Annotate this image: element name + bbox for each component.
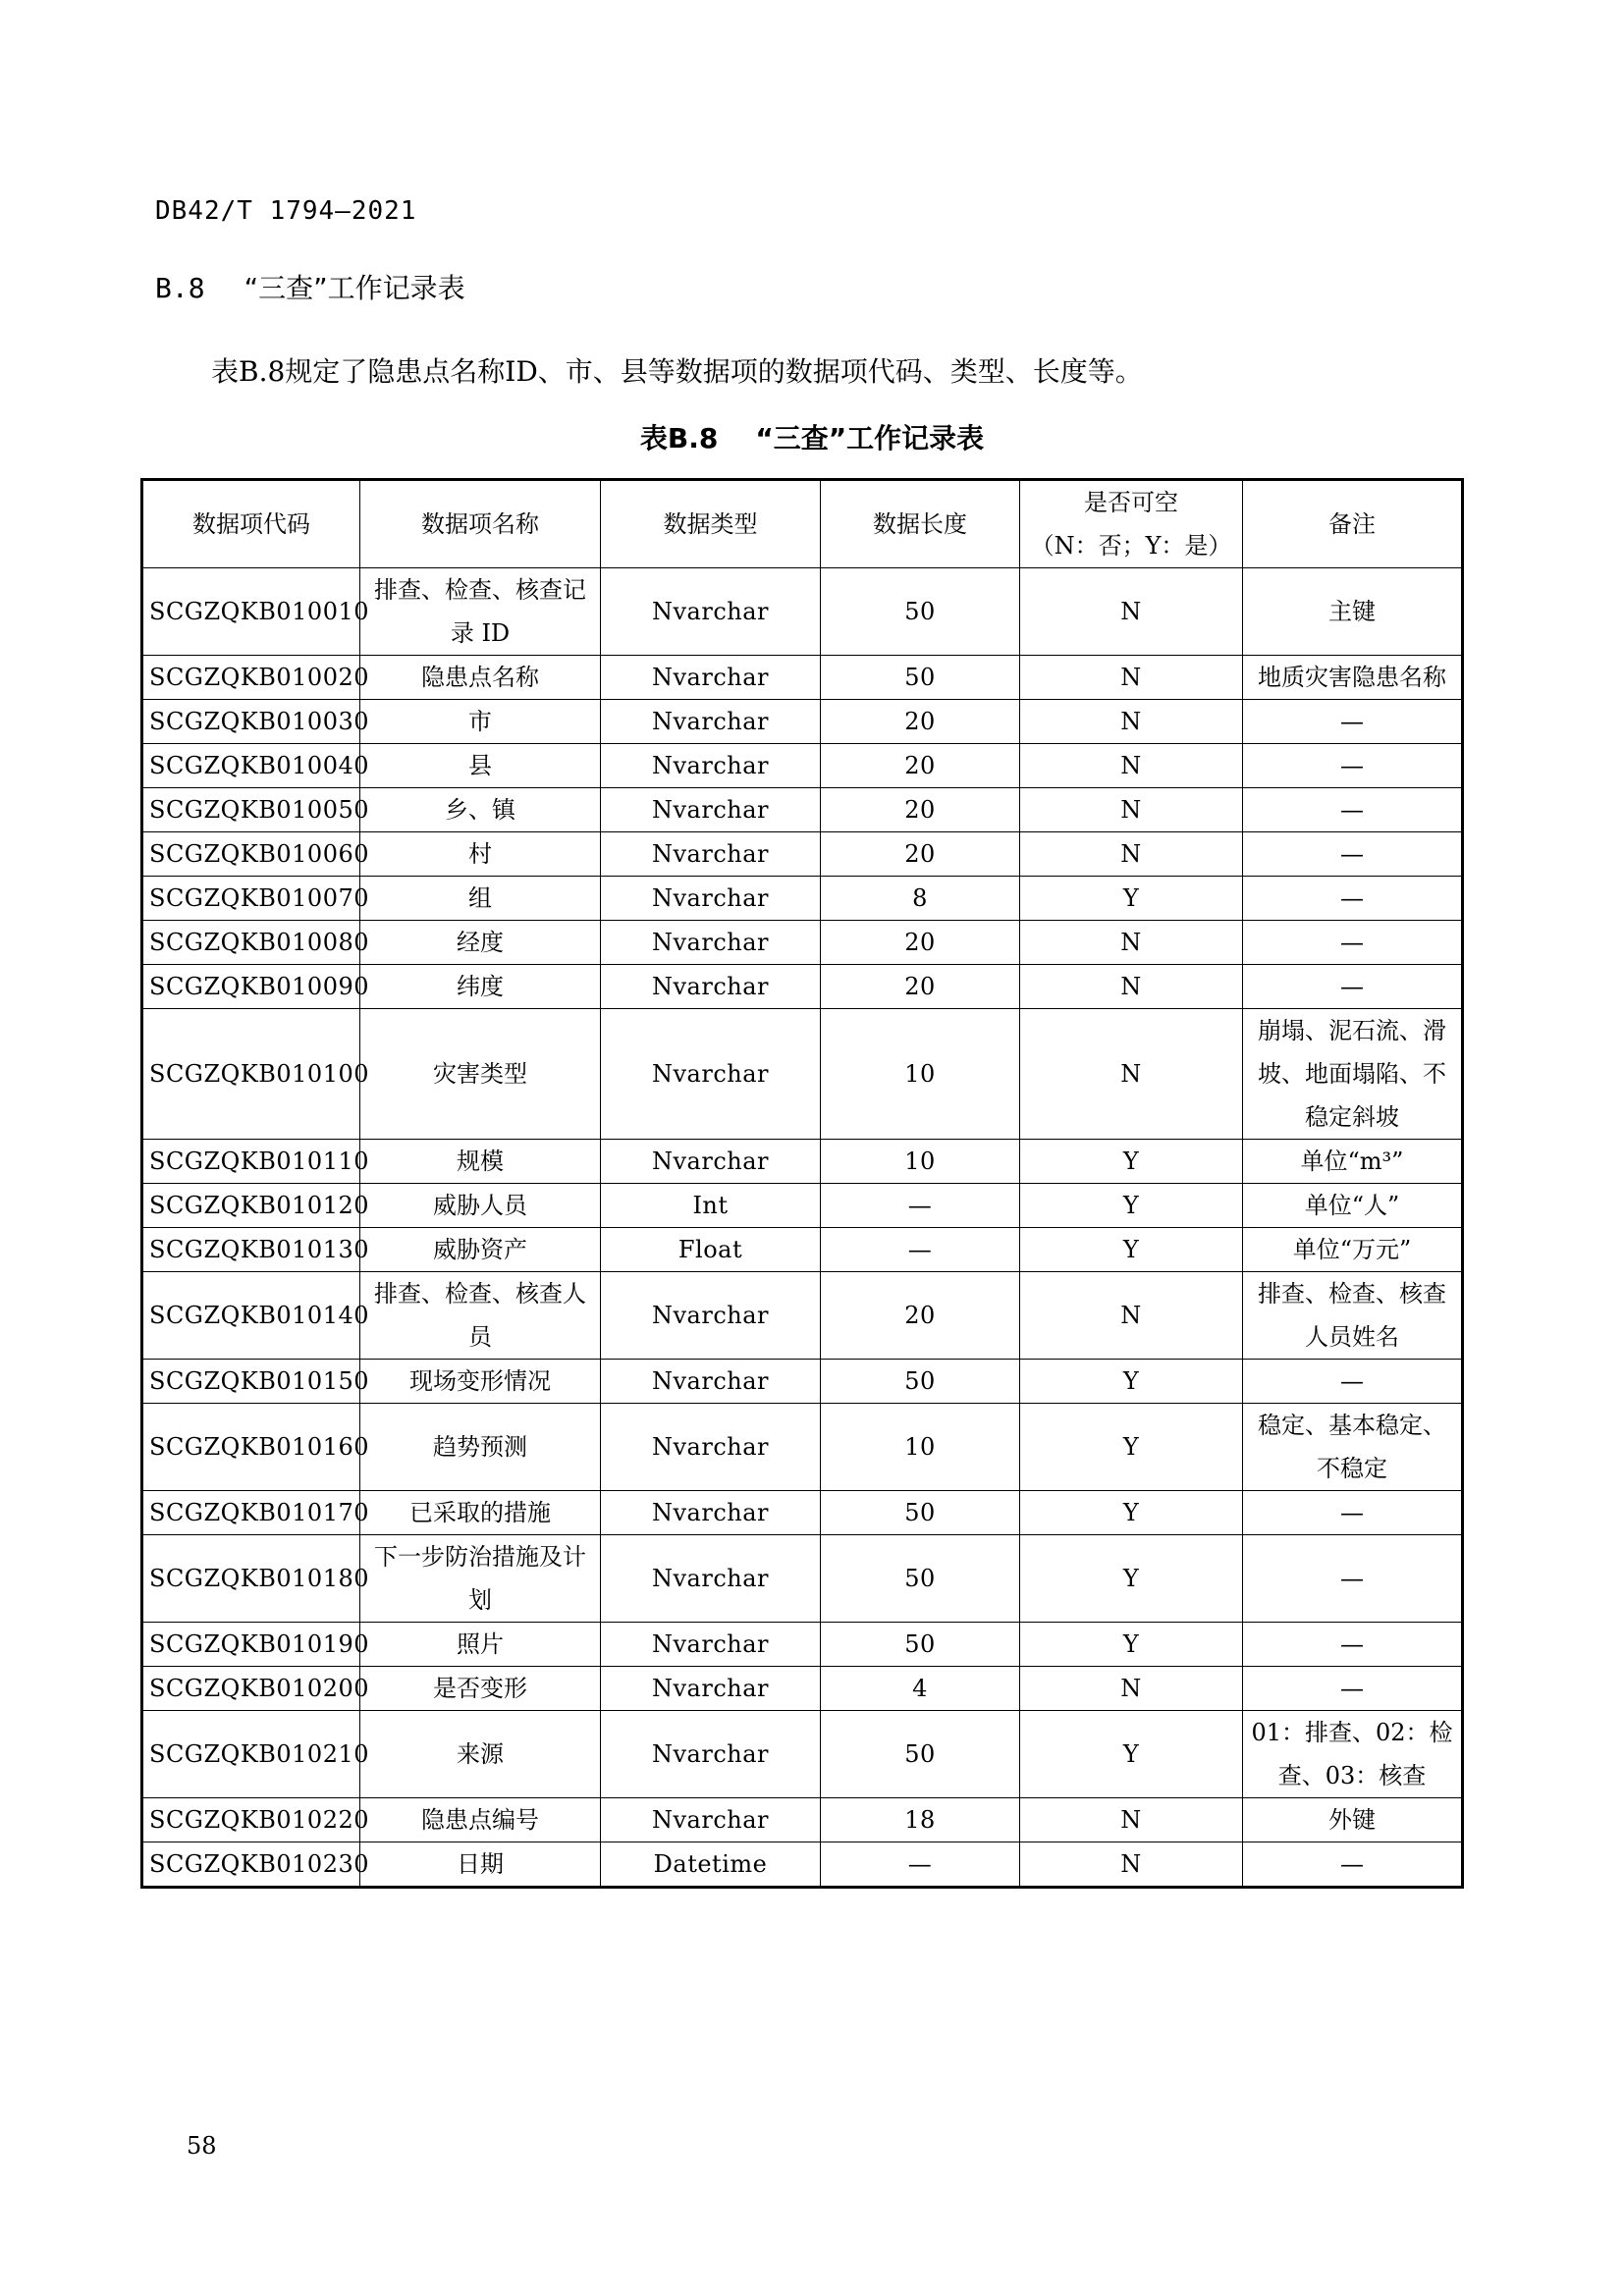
cell-nullable: N — [1020, 656, 1243, 700]
cell-length: 20 — [821, 700, 1020, 744]
cell-length: 20 — [821, 1272, 1020, 1360]
document-code: DB42/T 1794—2021 — [155, 196, 417, 226]
table-body — [142, 568, 1463, 1888]
cell-note: 01：排查、02：检查、03：核查 — [1243, 1711, 1463, 1798]
cell-name: 排查、检查、核查人员 — [360, 1272, 601, 1360]
cell-name: 隐患点名称 — [360, 656, 601, 700]
table-row — [142, 1711, 1463, 1798]
col-header-nullable — [1020, 480, 1243, 568]
cell-nullable: N — [1020, 921, 1243, 965]
table-row — [142, 788, 1463, 832]
cell-nullable: N — [1020, 700, 1243, 744]
cell-name: 日期 — [360, 1842, 601, 1888]
cell-nullable: Y — [1020, 1491, 1243, 1535]
cell-code: SCGZQKB010050 — [142, 788, 360, 832]
cell-type: Nvarchar — [601, 1140, 821, 1184]
cell-nullable: N — [1020, 1009, 1243, 1140]
cell-name: 是否变形 — [360, 1667, 601, 1711]
table-row — [142, 1140, 1463, 1184]
cell-name: 照片 — [360, 1623, 601, 1667]
cell-nullable: N — [1020, 1842, 1243, 1888]
cell-type: Datetime — [601, 1842, 821, 1888]
cell-note: 崩塌、泥石流、滑坡、地面塌陷、不稳定斜坡 — [1243, 1009, 1463, 1140]
cell-type: Nvarchar — [601, 1711, 821, 1798]
cell-name: 灾害类型 — [360, 1009, 601, 1140]
cell-name: 已采取的措施 — [360, 1491, 601, 1535]
cell-note: — — [1243, 788, 1463, 832]
cell-code: SCGZQKB010210 — [142, 1711, 360, 1798]
cell-code: SCGZQKB010120 — [142, 1184, 360, 1228]
cell-code: SCGZQKB010100 — [142, 1009, 360, 1140]
cell-length: 4 — [821, 1667, 1020, 1711]
cell-nullable: Y — [1020, 1623, 1243, 1667]
table-row — [142, 744, 1463, 788]
cell-code: SCGZQKB010090 — [142, 965, 360, 1009]
col-header-length: 数据长度 — [821, 480, 1020, 568]
cell-length: 10 — [821, 1009, 1020, 1140]
section-title: “三查”工作记录表 — [244, 272, 465, 304]
cell-code: SCGZQKB010030 — [142, 700, 360, 744]
cell-code: SCGZQKB010060 — [142, 832, 360, 877]
cell-nullable: N — [1020, 744, 1243, 788]
cell-type: Nvarchar — [601, 1404, 821, 1491]
cell-nullable: Y — [1020, 1184, 1243, 1228]
cell-length: — — [821, 1228, 1020, 1272]
cell-length: 50 — [821, 1711, 1020, 1798]
cell-note: 单位“m³” — [1243, 1140, 1463, 1184]
cell-note: — — [1243, 744, 1463, 788]
cell-note: — — [1243, 965, 1463, 1009]
cell-type: Nvarchar — [601, 877, 821, 921]
cell-code: SCGZQKB010150 — [142, 1360, 360, 1404]
cell-code: SCGZQKB010200 — [142, 1667, 360, 1711]
cell-code: SCGZQKB010020 — [142, 656, 360, 700]
cell-nullable: N — [1020, 832, 1243, 877]
cell-note: — — [1243, 1535, 1463, 1623]
cell-name: 村 — [360, 832, 601, 877]
cell-name: 来源 — [360, 1711, 601, 1798]
cell-note: — — [1243, 1360, 1463, 1404]
cell-note: 主键 — [1243, 568, 1463, 656]
cell-name: 市 — [360, 700, 601, 744]
cell-note: — — [1243, 1623, 1463, 1667]
cell-nullable: N — [1020, 965, 1243, 1009]
cell-code: SCGZQKB010130 — [142, 1228, 360, 1272]
cell-note: — — [1243, 832, 1463, 877]
table-row — [142, 877, 1463, 921]
cell-length: 50 — [821, 1535, 1020, 1623]
cell-code: SCGZQKB010070 — [142, 877, 360, 921]
section-number: B.8 — [155, 272, 205, 304]
table-row — [142, 1491, 1463, 1535]
cell-length: 50 — [821, 1623, 1020, 1667]
cell-note: 地质灾害隐患名称 — [1243, 656, 1463, 700]
cell-type: Nvarchar — [601, 744, 821, 788]
table-header-row — [142, 480, 1463, 568]
cell-nullable: Y — [1020, 1228, 1243, 1272]
cell-type: Nvarchar — [601, 965, 821, 1009]
cell-nullable: Y — [1020, 1140, 1243, 1184]
col-header-name: 数据项名称 — [360, 480, 601, 568]
table-row — [142, 1535, 1463, 1623]
cell-name: 县 — [360, 744, 601, 788]
table-caption-title: “三查”工作记录表 — [755, 422, 985, 454]
cell-type: Nvarchar — [601, 1535, 821, 1623]
cell-length: 20 — [821, 788, 1020, 832]
table-row — [142, 921, 1463, 965]
cell-name: 下一步防治措施及计划 — [360, 1535, 601, 1623]
cell-note: 单位“万元” — [1243, 1228, 1463, 1272]
cell-length: 18 — [821, 1798, 1020, 1842]
cell-note: — — [1243, 877, 1463, 921]
cell-name: 乡、镇 — [360, 788, 601, 832]
cell-length: — — [821, 1842, 1020, 1888]
cell-type: Nvarchar — [601, 1491, 821, 1535]
cell-type: Nvarchar — [601, 788, 821, 832]
table-row — [142, 1228, 1463, 1272]
table-row — [142, 656, 1463, 700]
cell-code: SCGZQKB010080 — [142, 921, 360, 965]
cell-type: Nvarchar — [601, 656, 821, 700]
cell-nullable: N — [1020, 788, 1243, 832]
cell-type: Nvarchar — [601, 921, 821, 965]
cell-code: SCGZQKB010010 — [142, 568, 360, 656]
table-row — [142, 965, 1463, 1009]
cell-type: Nvarchar — [601, 832, 821, 877]
cell-code: SCGZQKB010230 — [142, 1842, 360, 1888]
cell-type: Nvarchar — [601, 1667, 821, 1711]
col-header-note: 备注 — [1243, 480, 1463, 568]
cell-name: 隐患点编号 — [360, 1798, 601, 1842]
table-row — [142, 1184, 1463, 1228]
cell-name: 趋势预测 — [360, 1404, 601, 1491]
table-row — [142, 1623, 1463, 1667]
cell-length: 50 — [821, 568, 1020, 656]
cell-code: SCGZQKB010220 — [142, 1798, 360, 1842]
cell-type: Int — [601, 1184, 821, 1228]
cell-note: — — [1243, 1667, 1463, 1711]
table-row — [142, 1272, 1463, 1360]
cell-nullable: Y — [1020, 1360, 1243, 1404]
cell-code: SCGZQKB010180 — [142, 1535, 360, 1623]
cell-nullable: N — [1020, 568, 1243, 656]
table-caption — [0, 417, 1624, 456]
cell-code: SCGZQKB010140 — [142, 1272, 360, 1360]
cell-nullable: N — [1020, 1798, 1243, 1842]
cell-code: SCGZQKB010160 — [142, 1404, 360, 1491]
intro-paragraph: 表B.8规定了隐患点名称ID、市、县等数据项的数据项代码、类型、长度等。 — [211, 355, 1143, 388]
cell-nullable: Y — [1020, 877, 1243, 921]
cell-name: 现场变形情况 — [360, 1360, 601, 1404]
table-row — [142, 1667, 1463, 1711]
cell-length: 10 — [821, 1404, 1020, 1491]
cell-length: — — [821, 1184, 1020, 1228]
cell-name: 规模 — [360, 1140, 601, 1184]
cell-nullable: N — [1020, 1667, 1243, 1711]
cell-length: 50 — [821, 656, 1020, 700]
table-row — [142, 568, 1463, 656]
cell-nullable: Y — [1020, 1404, 1243, 1491]
cell-code: SCGZQKB010040 — [142, 744, 360, 788]
cell-note: — — [1243, 921, 1463, 965]
cell-name: 组 — [360, 877, 601, 921]
cell-length: 50 — [821, 1491, 1020, 1535]
cell-type: Float — [601, 1228, 821, 1272]
cell-nullable: Y — [1020, 1711, 1243, 1798]
cell-name: 经度 — [360, 921, 601, 965]
cell-code: SCGZQKB010110 — [142, 1140, 360, 1184]
table-row — [142, 1360, 1463, 1404]
cell-type: Nvarchar — [601, 1272, 821, 1360]
page-number: 58 — [187, 2132, 217, 2160]
cell-type: Nvarchar — [601, 568, 821, 656]
cell-length: 10 — [821, 1140, 1020, 1184]
table-row — [142, 832, 1463, 877]
section-heading — [155, 267, 465, 306]
cell-length: 20 — [821, 832, 1020, 877]
data-spec-table — [140, 478, 1464, 1889]
cell-note: — — [1243, 700, 1463, 744]
col-header-nullable-line1: 是否可空 — [1084, 489, 1178, 516]
col-header-code: 数据项代码 — [142, 480, 360, 568]
table-row — [142, 1009, 1463, 1140]
cell-name: 排查、检查、核查记录 ID — [360, 568, 601, 656]
table-row — [142, 1798, 1463, 1842]
cell-note: 外键 — [1243, 1798, 1463, 1842]
table-caption-number: 表B.8 — [639, 422, 719, 454]
cell-code: SCGZQKB010190 — [142, 1623, 360, 1667]
cell-name: 纬度 — [360, 965, 601, 1009]
cell-length: 20 — [821, 965, 1020, 1009]
cell-code: SCGZQKB010170 — [142, 1491, 360, 1535]
cell-length: 50 — [821, 1360, 1020, 1404]
cell-note: 稳定、基本稳定、不稳定 — [1243, 1404, 1463, 1491]
cell-note: 单位“人” — [1243, 1184, 1463, 1228]
cell-length: 8 — [821, 877, 1020, 921]
cell-type: Nvarchar — [601, 1009, 821, 1140]
cell-type: Nvarchar — [601, 1798, 821, 1842]
cell-name: 威胁人员 — [360, 1184, 601, 1228]
table-row — [142, 700, 1463, 744]
cell-type: Nvarchar — [601, 1623, 821, 1667]
cell-type: Nvarchar — [601, 1360, 821, 1404]
cell-nullable: Y — [1020, 1535, 1243, 1623]
cell-note: 排查、检查、核查人员姓名 — [1243, 1272, 1463, 1360]
cell-note: — — [1243, 1842, 1463, 1888]
cell-nullable: N — [1020, 1272, 1243, 1360]
cell-note: — — [1243, 1491, 1463, 1535]
table-row — [142, 1842, 1463, 1888]
cell-name: 威胁资产 — [360, 1228, 601, 1272]
col-header-nullable-line2: （N：否；Y：是） — [1030, 532, 1232, 560]
cell-type: Nvarchar — [601, 700, 821, 744]
col-header-type: 数据类型 — [601, 480, 821, 568]
cell-length: 20 — [821, 744, 1020, 788]
table-row — [142, 1404, 1463, 1491]
cell-length: 20 — [821, 921, 1020, 965]
